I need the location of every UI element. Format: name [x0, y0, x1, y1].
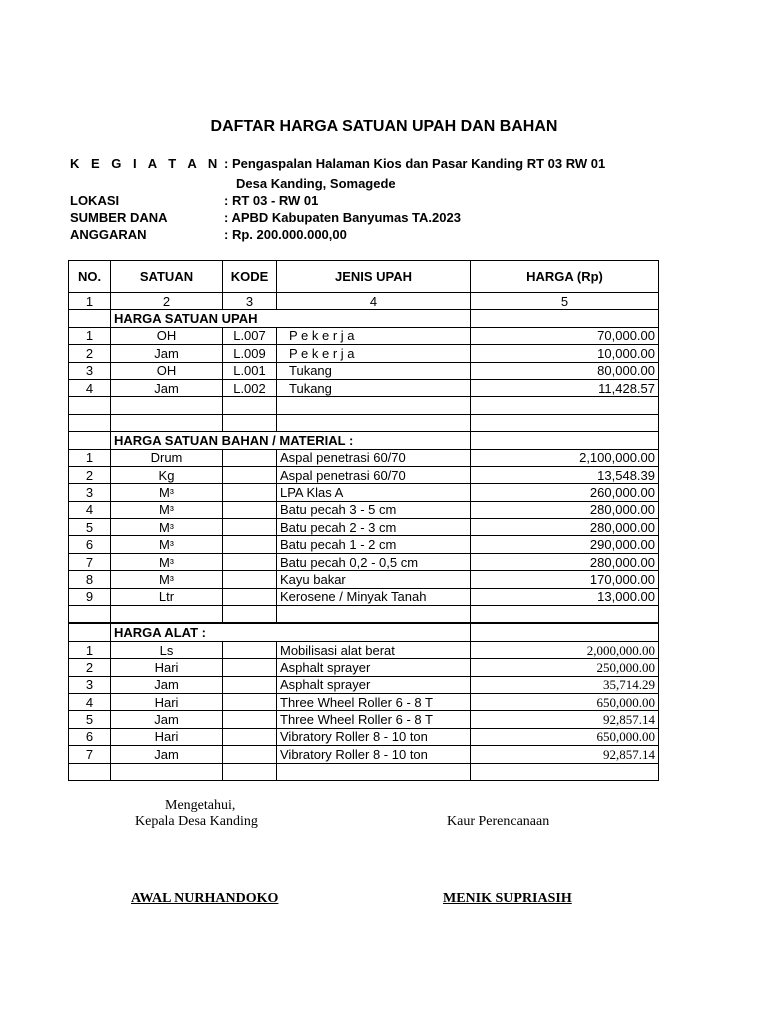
row-jenis: Vibratory Roller 8 - 10 ton [277, 728, 471, 745]
row-harga: 2,100,000.00 [471, 449, 659, 466]
empty-cell [471, 763, 659, 780]
row-number: 3 [69, 362, 111, 379]
empty-cell [223, 397, 277, 414]
row-kode [223, 449, 277, 466]
index-cell: 5 [471, 293, 659, 310]
table-row [69, 588, 659, 605]
row-satuan: Jam [111, 676, 223, 693]
empty-cell [471, 432, 659, 449]
row-kode [223, 588, 277, 605]
row-number: 1 [69, 449, 111, 466]
empty-cell [277, 763, 471, 780]
row-number: 4 [69, 501, 111, 518]
row-number: 1 [69, 641, 111, 658]
row-harga: 35,714.29 [471, 676, 659, 693]
row-harga: 11,428.57 [471, 379, 659, 396]
section-heading: HARGA SATUAN UPAH [111, 310, 471, 327]
row-kode [223, 641, 277, 658]
row-jenis: Aspal penetrasi 60/70 [277, 449, 471, 466]
table-header-row [69, 261, 659, 293]
table-row [69, 466, 659, 483]
kegiatan-value-line2: Desa Kanding, Somagede [236, 176, 396, 191]
empty-cell [69, 763, 111, 780]
row-jenis: Batu pecah 0,2 - 0,5 cm [277, 553, 471, 570]
table-row [69, 449, 659, 466]
empty-cell [69, 397, 111, 414]
row-kode [223, 676, 277, 693]
table-row [69, 536, 659, 553]
row-number: 4 [69, 379, 111, 396]
empty-cell [111, 763, 223, 780]
row-satuan: OH [111, 327, 223, 344]
row-kode: L.007 [223, 327, 277, 344]
row-satuan: Jam [111, 711, 223, 728]
row-jenis: Mobilisasi alat berat [277, 641, 471, 658]
row-harga: 92,857.14 [471, 746, 659, 763]
lokasi-value: : RT 03 - RW 01 [224, 193, 319, 208]
empty-cell [69, 310, 111, 327]
header-no: NO. [69, 261, 111, 293]
row-kode [223, 728, 277, 745]
empty-cell [111, 606, 223, 624]
row-kode [223, 466, 277, 483]
row-jenis: Kayu bakar [277, 571, 471, 588]
empty-cell [277, 414, 471, 431]
row-jenis: Batu pecah 1 - 2 cm [277, 536, 471, 553]
blank-row [69, 606, 659, 624]
row-kode [223, 571, 277, 588]
lokasi-label: LOKASI [70, 193, 120, 208]
empty-cell [69, 432, 111, 449]
row-jenis: Aspal penetrasi 60/70 [277, 466, 471, 483]
row-number: 7 [69, 746, 111, 763]
row-jenis: Tukang [277, 362, 471, 379]
row-satuan: Mᶟ [111, 501, 223, 518]
row-satuan: Mᶟ [111, 536, 223, 553]
table-row [69, 571, 659, 588]
row-kode: L.009 [223, 345, 277, 362]
row-jenis: Vibratory Roller 8 - 10 ton [277, 746, 471, 763]
index-cell: 1 [69, 293, 111, 310]
row-harga: 92,857.14 [471, 711, 659, 728]
empty-cell [471, 397, 659, 414]
row-satuan: OH [111, 362, 223, 379]
row-satuan: Jam [111, 345, 223, 362]
blank-row [69, 414, 659, 431]
section-heading-row [69, 310, 659, 327]
row-harga: 170,000.00 [471, 571, 659, 588]
row-jenis: Three Wheel Roller 6 - 8 T [277, 693, 471, 710]
row-harga: 280,000.00 [471, 501, 659, 518]
row-harga: 650,000.00 [471, 728, 659, 745]
row-kode [223, 693, 277, 710]
row-harga: 10,000.00 [471, 345, 659, 362]
table-row [69, 362, 659, 379]
row-kode: L.001 [223, 362, 277, 379]
empty-cell [471, 623, 659, 641]
empty-cell [69, 606, 111, 624]
row-number: 7 [69, 553, 111, 570]
row-number: 2 [69, 466, 111, 483]
row-number: 6 [69, 536, 111, 553]
row-jenis: Three Wheel Roller 6 - 8 T [277, 711, 471, 728]
empty-cell [471, 310, 659, 327]
index-cell: 2 [111, 293, 223, 310]
row-jenis: Batu pecah 3 - 5 cm [277, 501, 471, 518]
row-number: 8 [69, 571, 111, 588]
empty-cell [69, 414, 111, 431]
document-title: DAFTAR HARGA SATUAN UPAH DAN BAHAN [210, 118, 558, 135]
kegiatan-label: K E G I A T A N [70, 156, 222, 171]
table-row [69, 553, 659, 570]
row-number: 3 [69, 676, 111, 693]
row-jenis: P e k e r j a [277, 345, 471, 362]
row-satuan: Kg [111, 466, 223, 483]
section-heading: HARGA SATUAN BAHAN / MATERIAL : [111, 432, 471, 449]
row-number: 9 [69, 588, 111, 605]
row-satuan: Hari [111, 659, 223, 676]
row-kode [223, 519, 277, 536]
row-satuan: Mᶟ [111, 553, 223, 570]
row-harga: 80,000.00 [471, 362, 659, 379]
empty-cell [471, 606, 659, 624]
row-number: 6 [69, 728, 111, 745]
header-kode: KODE [223, 261, 277, 293]
row-kode [223, 501, 277, 518]
anggaran-label: ANGGARAN [70, 227, 147, 242]
row-jenis: P e k e r j a [277, 327, 471, 344]
table-row [69, 746, 659, 763]
kaur-perencanaan-title: Kaur Perencanaan [447, 814, 550, 829]
sumber-dana-value: : APBD Kabupaten Banyumas TA.2023 [224, 210, 461, 225]
row-satuan: Ls [111, 641, 223, 658]
table-row [69, 728, 659, 745]
row-kode: L.002 [223, 379, 277, 396]
row-harga: 260,000.00 [471, 484, 659, 501]
row-harga: 13,548.39 [471, 466, 659, 483]
table-row [69, 693, 659, 710]
row-number: 4 [69, 693, 111, 710]
section-heading-row [69, 623, 659, 641]
anggaran-value: : Rp. 200.000.000,00 [224, 227, 347, 242]
kegiatan-value: : Pengaspalan Halaman Kios dan Pasar Kanding RT 03 RW 01 [224, 156, 606, 171]
row-kode [223, 484, 277, 501]
row-kode [223, 659, 277, 676]
row-harga: 280,000.00 [471, 553, 659, 570]
row-kode [223, 553, 277, 570]
row-number: 2 [69, 659, 111, 676]
row-jenis: Kerosene / Minyak Tanah [277, 588, 471, 605]
table-body [69, 293, 659, 781]
row-kode [223, 746, 277, 763]
index-cell: 4 [277, 293, 471, 310]
empty-cell [111, 414, 223, 431]
empty-cell [223, 414, 277, 431]
empty-cell [277, 606, 471, 624]
header-harga: HARGA (Rp) [471, 261, 659, 293]
row-jenis: Asphalt sprayer [277, 676, 471, 693]
row-harga: 70,000.00 [471, 327, 659, 344]
table-row [69, 519, 659, 536]
header-satuan: SATUAN [111, 261, 223, 293]
row-harga: 290,000.00 [471, 536, 659, 553]
section-heading: HARGA ALAT : [111, 623, 471, 641]
row-satuan: Mᶟ [111, 484, 223, 501]
row-jenis: Batu pecah 2 - 3 cm [277, 519, 471, 536]
row-harga: 250,000.00 [471, 659, 659, 676]
row-satuan: Mᶟ [111, 519, 223, 536]
table-row [69, 501, 659, 518]
row-satuan: Ltr [111, 588, 223, 605]
empty-cell [471, 414, 659, 431]
row-number: 5 [69, 711, 111, 728]
mengetahui-label: Mengetahui, [165, 798, 236, 813]
table-row [69, 676, 659, 693]
price-table [68, 260, 659, 781]
empty-cell [223, 606, 277, 624]
kaur-perencanaan-name: MENIK SUPRIASIH [443, 891, 572, 906]
row-number: 1 [69, 327, 111, 344]
table-row [69, 641, 659, 658]
row-satuan: Drum [111, 449, 223, 466]
row-harga: 2,000,000.00 [471, 641, 659, 658]
row-number: 2 [69, 345, 111, 362]
table-row [69, 327, 659, 344]
row-jenis: LPA Klas A [277, 484, 471, 501]
sumber-dana-label: SUMBER DANA [70, 210, 168, 225]
row-kode [223, 711, 277, 728]
row-number: 5 [69, 519, 111, 536]
row-harga: 650,000.00 [471, 693, 659, 710]
empty-cell [223, 763, 277, 780]
table-row [69, 345, 659, 362]
section-heading-row [69, 432, 659, 449]
table-row [69, 659, 659, 676]
row-harga: 280,000.00 [471, 519, 659, 536]
table-row [69, 711, 659, 728]
table-row [69, 379, 659, 396]
row-number: 3 [69, 484, 111, 501]
index-row [69, 293, 659, 310]
row-satuan: Jam [111, 379, 223, 396]
table-row [69, 484, 659, 501]
row-jenis: Tukang [277, 379, 471, 396]
index-cell: 3 [223, 293, 277, 310]
kepala-desa-title: Kepala Desa Kanding [135, 814, 258, 829]
row-kode [223, 536, 277, 553]
row-satuan: Mᶟ [111, 571, 223, 588]
blank-row [69, 763, 659, 780]
header-jenis: JENIS UPAH [277, 261, 471, 293]
kepala-desa-name: AWAL NURHANDOKO [131, 891, 279, 906]
row-satuan: Hari [111, 728, 223, 745]
empty-cell [277, 397, 471, 414]
empty-cell [111, 397, 223, 414]
row-satuan: Hari [111, 693, 223, 710]
row-jenis: Asphalt sprayer [277, 659, 471, 676]
row-satuan: Jam [111, 746, 223, 763]
empty-cell [69, 623, 111, 641]
row-harga: 13,000.00 [471, 588, 659, 605]
blank-row [69, 397, 659, 414]
